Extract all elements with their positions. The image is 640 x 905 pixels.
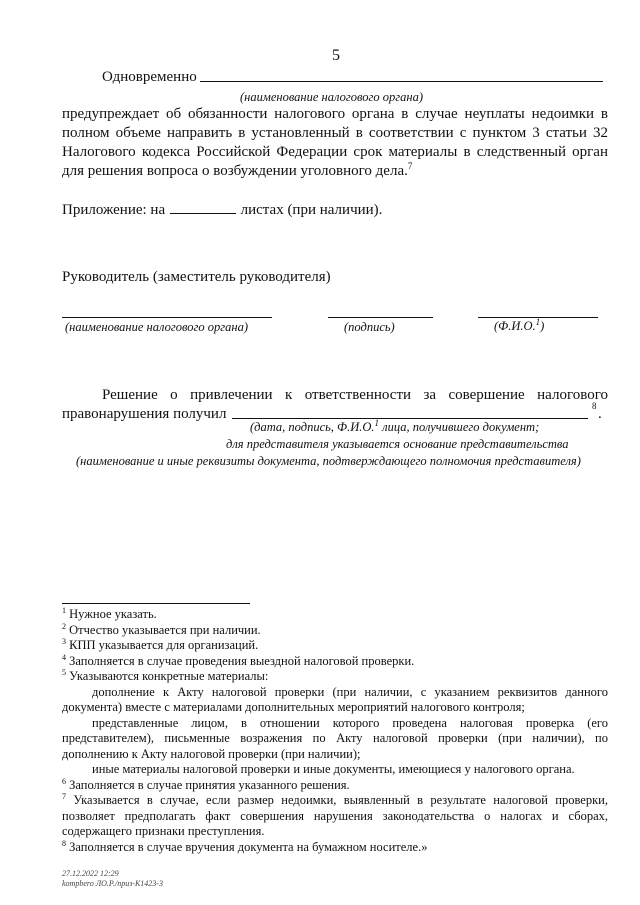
head-fio-caption-text: (Ф.И.О.: [494, 319, 536, 333]
head-signature-caption: (подпись): [344, 320, 395, 334]
footnote-2: [62, 623, 608, 639]
footnote-5-text: Указываются конкретные материалы:: [69, 669, 269, 683]
footnote-7: [62, 793, 608, 840]
received-caption-1: [250, 417, 540, 435]
received-caption-2: для представителя указывается основание представительства: [226, 437, 569, 451]
tax-authority-caption: (наименование налогового органа): [240, 90, 423, 104]
head-org-line: [62, 317, 272, 318]
received-caption-3: (наименование и иные реквизиты документа, подтверждающего полномочия представителя): [76, 454, 581, 468]
footnote-5-item-2: [62, 716, 608, 763]
head-signature-line: [328, 317, 433, 318]
footnote-3: [62, 638, 608, 654]
footnote-separator: [62, 603, 250, 604]
footnote-5-item-1-text: дополнение к Акту налоговой проверки (при наличии, с указанием реквизитов данного документа) вместе с материалами дополнительных мероприятий налогового контроля;: [62, 684, 608, 714]
footnote-5-item-1: [62, 685, 608, 716]
footnotes-block: [62, 607, 608, 855]
page-number: 5: [332, 47, 340, 64]
warning-text: предупреждает об обязанности налогового органа в случае неуплаты недоимки в полном объеме направить в установленный в соответствии с пунктом 3 статьи 32 Налогового кодекса Российской Федерации срок материалы в следственный орган для решения вопроса о возбуждении уголовного дела.: [62, 106, 608, 179]
attachment-suffix: листах (при наличии).: [240, 202, 383, 218]
footnote-5-item-3-text: иные материалы налоговой проверки и иные документы, имеющиеся у налогового органа.: [92, 762, 575, 776]
footnote-3-num: 3: [62, 636, 66, 646]
received-line1-text: Решение о привлечении к ответственности за совершение налогового: [102, 387, 608, 403]
head-fio-caption: [494, 316, 545, 334]
warning-footnote-ref: 7: [407, 161, 413, 171]
received-footnote-ref: 8: [592, 401, 597, 411]
tax-authority-name-line: [200, 81, 603, 82]
footnote-3-text: КПП указывается для организаций.: [69, 638, 259, 652]
footnote-4-num: 4: [62, 652, 66, 662]
head-fio-caption-sup: 1: [535, 316, 541, 327]
footnote-6-text: Заполняется в случае принятия указанного решения.: [69, 777, 350, 792]
received-caption-1-sup: 1: [374, 417, 380, 428]
footnote-4-text: Заполняется в случае проведения выездной налоговой проверки.: [69, 653, 415, 668]
received-line2-prefix: правонарушения получил: [62, 406, 227, 422]
received-caption-1-pre: (дата, подпись, Ф.И.О.: [250, 420, 375, 434]
head-title: Руководитель (заместитель руководителя): [62, 269, 331, 285]
footnote-1-num: 1: [62, 605, 66, 615]
received-signature-line: [232, 418, 588, 419]
head-org-caption: (наименование налогового органа): [65, 320, 248, 334]
file-path: kompbero ЛО.Р./приз-К1423-3: [62, 879, 163, 888]
footnote-8: [62, 840, 608, 856]
print-date: 27.12.2022 12:29: [62, 869, 119, 878]
footnote-5-item-3: [62, 762, 608, 778]
attachment-line: [62, 201, 382, 220]
footnote-7-num: 7: [62, 791, 66, 801]
footnote-8-text: Заполняется в случае вручения документа на бумажном носителе.»: [69, 839, 428, 854]
footnote-5-item-2-text: представленные лицом, в отношении которого проведена налоговая проверка (его представителем), письменные возражения по Акту налоговой проверки (при наличии), по дополнению к Акту налоговой проверки (при наличии);: [62, 715, 608, 761]
head-fio-caption-end: ): [540, 319, 545, 333]
footnote-1: [62, 607, 608, 623]
attachment-sheets-blank: [170, 201, 236, 214]
received-line1: [62, 386, 608, 405]
footnote-5: [62, 669, 608, 685]
attachment-prefix: Приложение: на: [62, 202, 166, 218]
received-caption-1-post: лица, получившего документ;: [379, 420, 540, 434]
simultaneously-label: Одновременно: [102, 69, 197, 85]
footnote-5-num: 5: [62, 667, 66, 677]
footnote-2-text: Отчество указывается при наличии.: [69, 622, 261, 637]
footnote-7-text: Указывается в случае, если размер недоимки, выявленный в результате налоговой проверки, позволяет предполагать факт совершения нарушения законодательства о налогах и сборах, содержащего признаки преступления.: [62, 793, 608, 838]
footnote-6-num: 6: [62, 776, 66, 786]
footnote-4: [62, 654, 608, 670]
warning-paragraph: [62, 105, 608, 181]
footnote-8-num: 8: [62, 838, 66, 848]
footnote-2-num: 2: [62, 621, 66, 631]
footnote-6: [62, 778, 608, 794]
received-dot: .: [598, 406, 602, 422]
footnote-1-text: Нужное указать.: [69, 607, 157, 621]
